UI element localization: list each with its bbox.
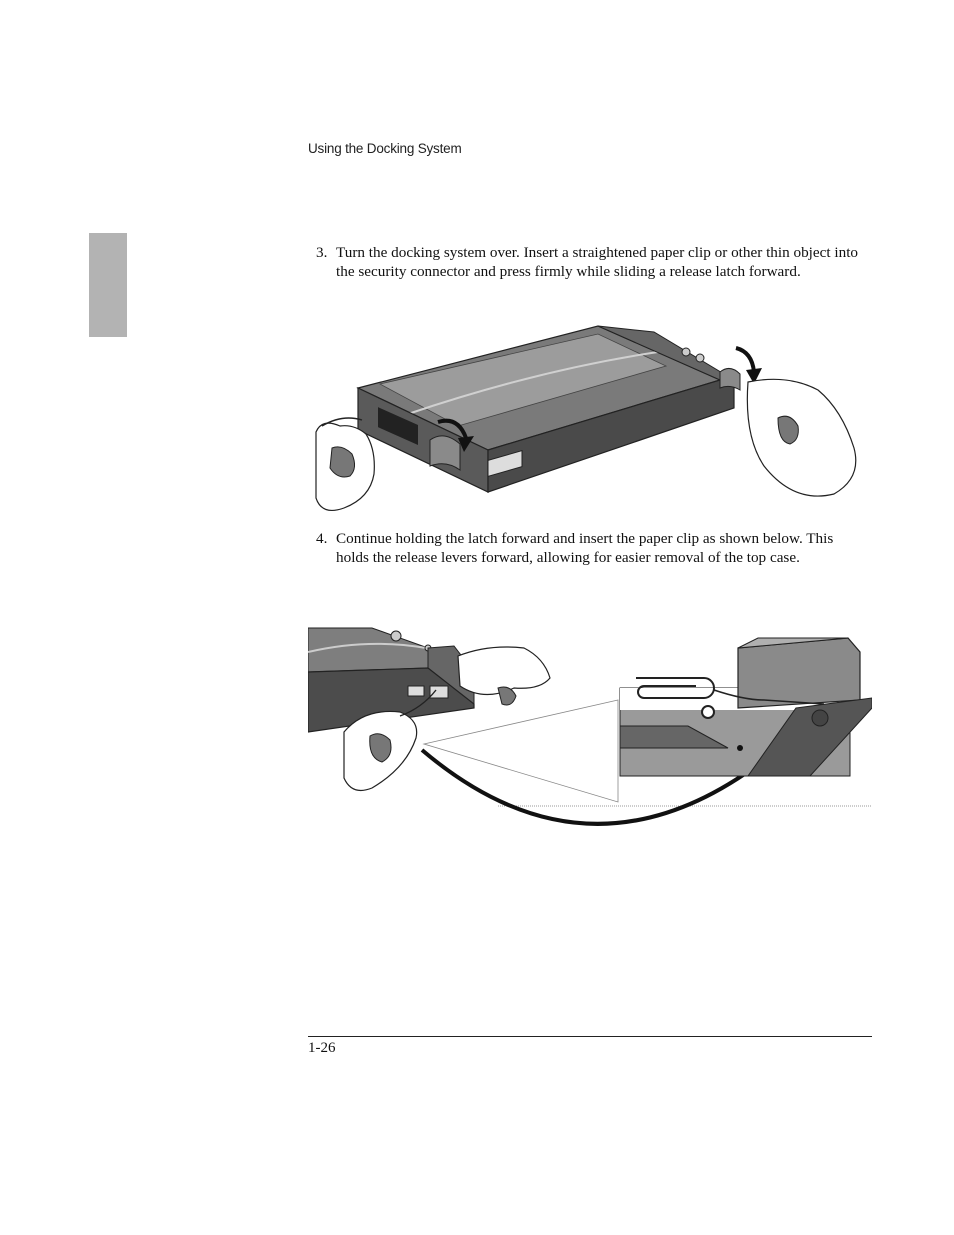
chapter-tab-marker: [89, 233, 127, 337]
instruction-step-3: [316, 244, 866, 281]
step-number: 4.: [316, 530, 328, 547]
instruction-step-4: [316, 530, 866, 567]
page-number: 1-26: [308, 1040, 336, 1056]
figure-docking-system-underside: [308, 322, 870, 518]
step-number: 3.: [316, 244, 328, 261]
footer-rule: [308, 1036, 872, 1037]
step-text: Turn the docking system over. Insert a straightened paper clip or other thin object into the security connector and press firmly while sliding a release latch forward.: [336, 244, 859, 280]
step-text: Continue holding the latch forward and insert the paper clip as shown below. This holds the release levers forward, allowing for easier removal of the top case.: [336, 530, 834, 566]
running-header: Using the Docking System: [308, 141, 462, 156]
figure-paper-clip-insertion: [308, 608, 872, 830]
